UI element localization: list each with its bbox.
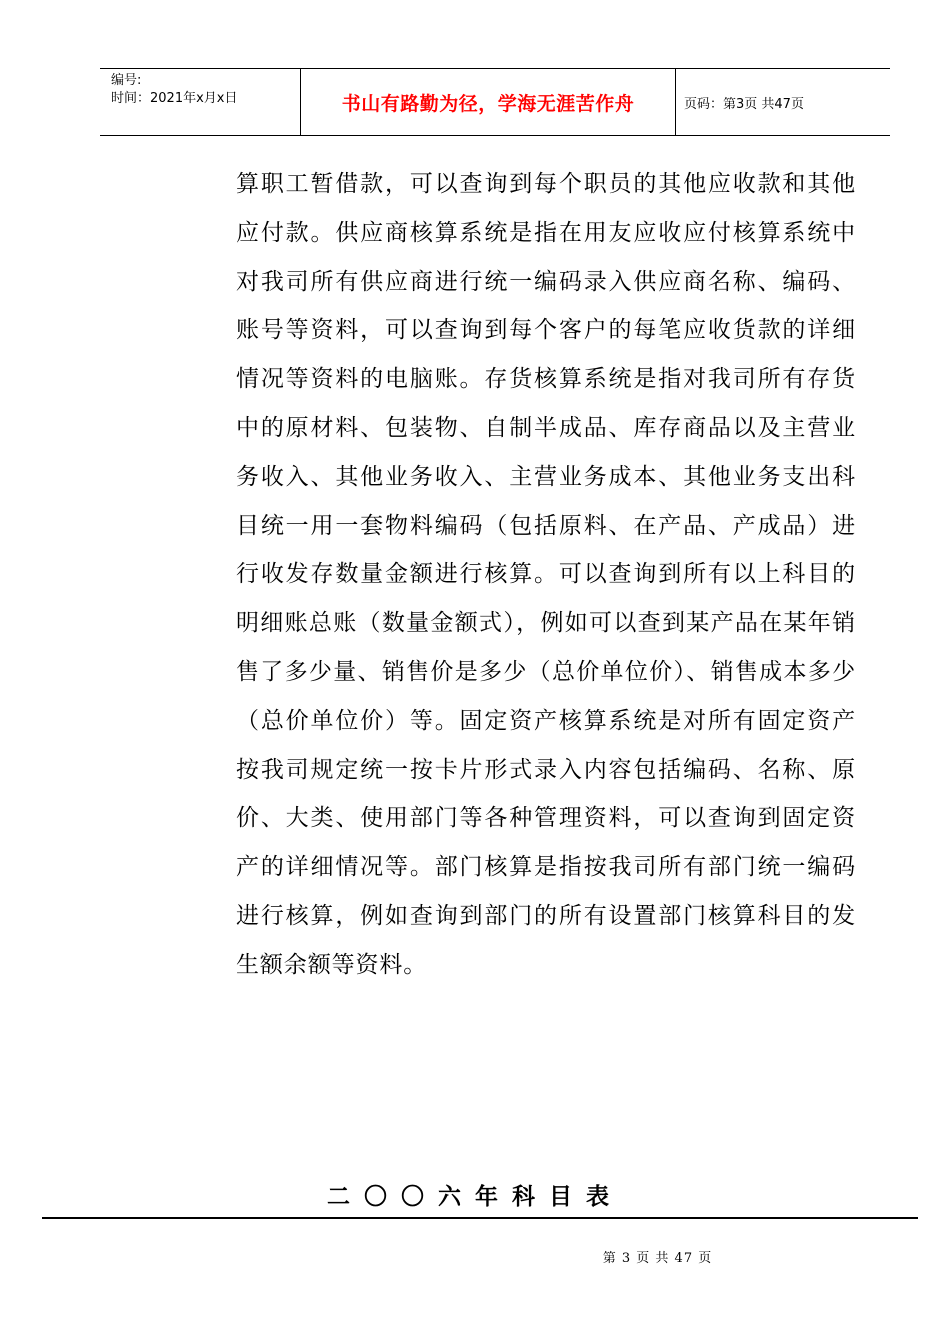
page-footer: 第 3 页 共 47 页: [602, 1251, 713, 1266]
body-paragraph: 算职工暂借款，可以查询到每个职员的其他应收款和其他应付款。供应商核算系统是指在用友应收应付核算系统中对我司所有供应商进行统一编码录入供应商名称、编码、账号等资料，可以查询到每个客户的每笔应收货款的详细情况等资料的电脑账。存货核算系统是指对我司所有存货中的原材料、包装物、自制半成品、库存商品以及主营业务收入、其他业务收入、主营业务成本、其他业务支出科目统一用一套物料编码（包括原料、在产品、产成品）进行收发存数量金额进行核算。可以查询到所有以上科目的明细账总账（数量金额式），例如可以查到某产品在某年销售了多少量、销售价是多少（总价单位价）、销售成本多少（总价单位价）等。固定资产核算系统是对所有固定资产按我司规定统一按卡片形式录入内容包括编码、名称、原价、大类、使用部门等各种管理资料，可以查询到固定资产的详细情况等。部门核算是指按我司所有部门统一编码进行核算，例如查询到部门的所有设置部门核算科目的发生额余额等资料。: [236, 171, 856, 978]
page-header: [100, 68, 890, 136]
header-motto: 书山有路勤为径，学海无涯苦作舟: [301, 69, 676, 135]
divider-line: [42, 1217, 918, 1219]
document-number-label: 编号:: [111, 73, 142, 88]
header-page-info: 页码：第3页 共47页: [684, 96, 804, 112]
table-title: 二〇〇六年科目表: [327, 1184, 623, 1210]
document-time-label: 时间：2021年x月x日: [111, 91, 238, 106]
header-meta: [100, 69, 301, 135]
